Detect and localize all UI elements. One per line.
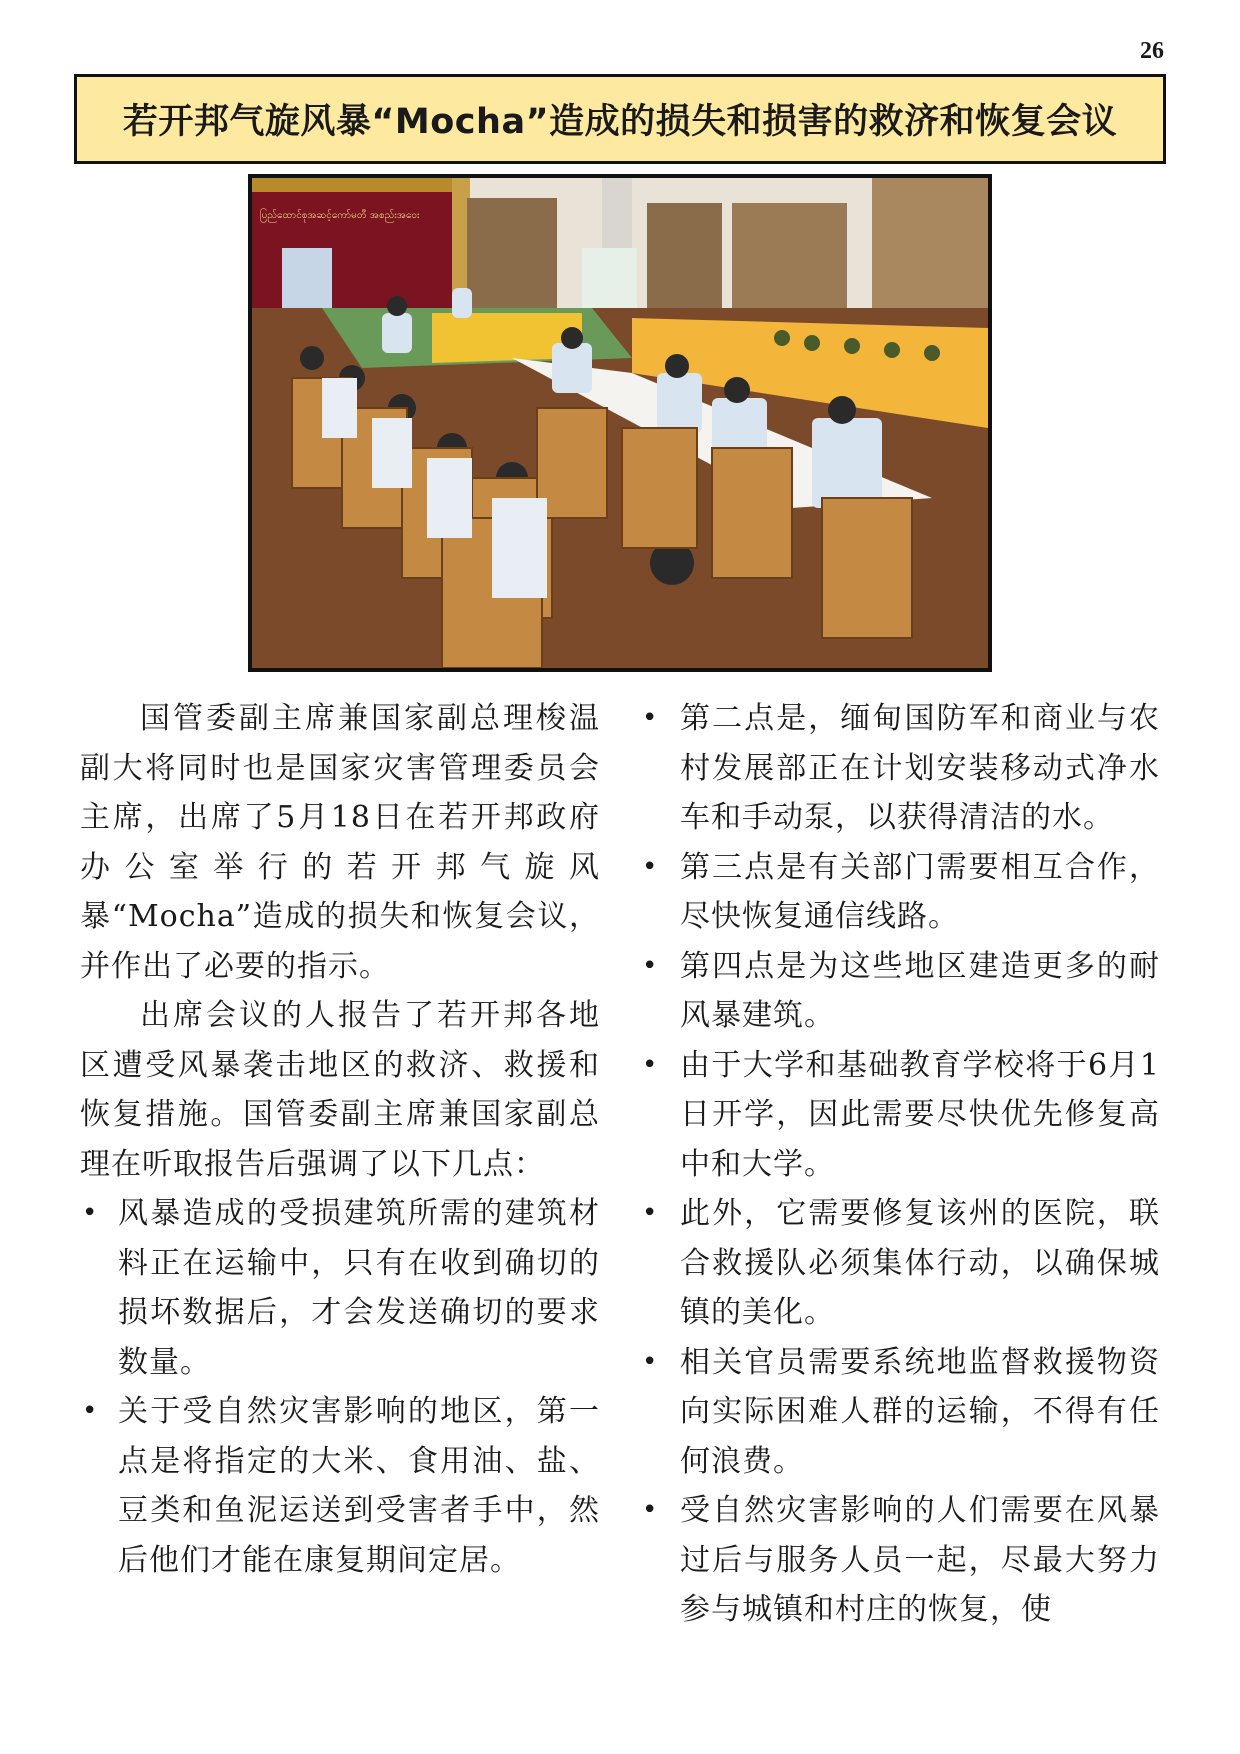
page-number: 26 <box>1140 38 1164 64</box>
list-item <box>80 1189 600 1387</box>
list-item <box>80 1387 600 1585</box>
stage-banner-text: ပြည်ထောင်စုအဆင့်ကော်မတီ အစည်းအဝေး <box>260 210 420 221</box>
page-title: 若开邦气旋风暴“Mocha”造成的损失和损害的救济和恢复会议 <box>74 74 1166 164</box>
list-item <box>640 1041 1160 1190</box>
list-item <box>640 942 1160 1041</box>
list-item <box>640 1338 1160 1487</box>
bullet-list <box>640 694 1160 1635</box>
right-column <box>640 694 1160 1635</box>
paragraph: 出席会议的人报告了若开邦各地区遭受风暴袭击地区的救济、救援和恢复措施。国管委副主席兼国家副总理在听取报告后强调了以下几点： <box>80 998 600 1182</box>
list-item-text: 相关官员需要系统地监督救援物资向实际困难人群的运输，不得有任何浪费。 <box>680 1344 1160 1479</box>
list-item-text: 第三点是有关部门需要相互合作，尽快恢复通信线路。 <box>680 849 1160 934</box>
bullet-list <box>80 1189 600 1585</box>
list-item <box>640 1486 1160 1635</box>
bullet-icon: • <box>642 1495 659 1525</box>
bullet-icon: • <box>642 950 659 981</box>
list-item-text: 由于大学和基础教育学校将于6月1日开学，因此需要尽快优先修复高中和大学。 <box>680 1047 1160 1182</box>
bullet-icon: • <box>642 1198 659 1228</box>
bullet-icon: • <box>642 1049 659 1080</box>
list-item <box>640 1189 1160 1338</box>
list-item-text: 第二点是，缅甸国防军和商业与农村发展部正在计划安装移动式净水车和手动泵，以获得清洁的水。 <box>680 701 1160 835</box>
meeting-photo-illustration <box>252 178 988 668</box>
list-item <box>640 843 1160 942</box>
left-column <box>80 694 600 1585</box>
bullet-icon: • <box>642 703 659 733</box>
list-item-text: 受自然灾害影响的人们需要在风暴过后与服务人员一起，尽最大努力参与城镇和村庄的恢复，使 <box>680 1493 1160 1627</box>
bullet-icon: • <box>82 1198 99 1228</box>
paragraph: 国管委副主席兼国家副总理梭温副大将同时也是国家灾害管理委员会主席，出席了5月18日在若开邦政府办公室举行的若开邦气旋风暴“Mocha”造成的损失和恢复会议，并作出了必要的指示。 <box>80 701 600 984</box>
list-item-text: 此外，它需要修复该州的医院，联合救援队必须集体行动，以确保城镇的美化。 <box>680 1196 1160 1330</box>
meeting-photo <box>248 174 992 672</box>
list-item <box>640 694 1160 843</box>
bullet-icon: • <box>642 1346 659 1377</box>
list-item-text: 风暴造成的受损建筑所需的建筑材料正在运输中，只有在收到确切的损坏数据后，才会发送确切的要求数量。 <box>118 1196 600 1380</box>
bullet-icon: • <box>82 1396 99 1426</box>
list-item-text: 第四点是为这些地区建造更多的耐风暴建筑。 <box>680 948 1160 1033</box>
list-item-text: 关于受自然灾害影响的地区，第一点是将指定的大米、食用油、盐、豆类和鱼泥运送到受害者手中，然后他们才能在康复期间定居。 <box>118 1394 600 1578</box>
bullet-icon: • <box>642 851 659 882</box>
